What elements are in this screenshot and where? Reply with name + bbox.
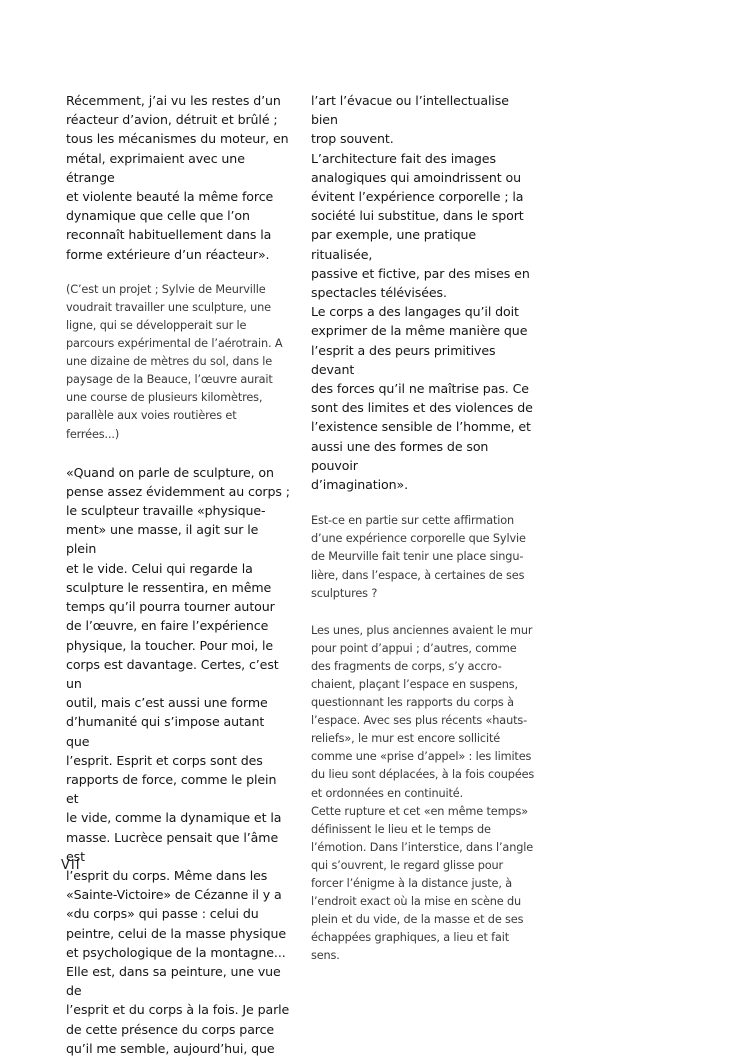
left-paragraph-3-quote: «Quand on parle de sculpture, on pense assez évidemment au corps ; le sculpteur travaille «physique- ment» une masse, il agit sur le plein et le vide. Celui qui regarde la sculpture le ressentira, en même temps qu’il pourra tourner autour de l’œuvre, en faire l’expérience physique, la toucher. Pour moi, le corps est davantage. Certes, c’est un outil, mais c’est aussi une forme d’humanité qui s’impose autant que l’esprit. Esprit et corps sont des rapports de force, comme le plein et le vide, comme la dynamique et la masse. Lucrèce pensait que l’âme est l’esprit du corps. Même dans les «Sainte-Victoire» de Cézanne il y a «du corps» qui passe : celui du peintre, celui de la masse physique et psychologique de la montagne... Elle est, dans sa peinture, une vue de l’esprit et du corps à la fois. Je parle de cette présence du corps parce qu’il me semble, aujourd’hui, que (66, 464, 290, 1056)
right-paragraph-2: Est-ce en partie sur cette affirmation d’une expérience corporelle que Sylvie de Meurville fait tenir une place singu- lière, dans l’espace, à certaines de ses sculptures ? (311, 514, 526, 600)
left-paragraph-2-parenthetical: (C’est un projet ; Sylvie de Meurville voudrait travailler une sculpture, une ligne, qui se développerait sur le parcours expérimental de l’aérotrain. A une dizaine de mètres du sol, dans le paysage de la Beauce, l’œuvre aurait une course de plusieurs kilomètres, parallèle aux voies routières et ferrées...) (66, 282, 283, 441)
page-number: VII (61, 858, 81, 873)
left-paragraph-1: Récemment, j’ai vu les restes d’un réacteur d’avion, détruit et brûlé ; tous les mécanismes du moteur, en métal, exprimaient avec une étrange et violente beauté la même force dynamique que celle que l’on reconnaît habituellement dans la forme extérieure d’un réacteur». (66, 93, 289, 262)
right-paragraph-3: Les unes, plus anciennes avaient le mur pour point d’appui ; d’autres, comme des fragments de corps, s’y accro- chaient, plaçant l’espace en suspens, questionnant les rapports du corps à l’espace. Avec ses plus récents «hauts- reliefs», le mur est encore sollicité comme une «prise d’appel» : les limites du lieu sont déplacées, à la fois coupées et ordonnées en continuité. Cette rupture et cet «en même temps» définissent le lieu et le temps de l’émotion. Dans l’interstice, dans l’angle qui s’ouvrent, le regard glisse pour forcer l’énigme à la distance juste, à l’endroit exact où la mise en scène du plein et du vide, de la masse et de ses échappées graphiques, a lieu et fait sens. (311, 623, 535, 963)
right-paragraph-1-quote: l’art l’évacue ou l’intellectualise bien trop souvent. L’architecture fait des images analogiques qui amoindrissent ou évitent l’expérience corporelle ; la société lui substitue, dans le sport par exemple, une pratique ritualisée, passive et fictive, par des mises en spectacles télévisées. Le corps a des langages qu’il doit exprimer de la même manière que l’esprit a des peurs primitives devant des forces qu’il ne maîtrise pas. Ce sont des limites et des violences de l’existence sensible de l’homme, et aussi une des formes de son pouvoir d’imagination». (311, 93, 533, 493)
left-column (66, 91, 291, 1058)
right-column (311, 91, 536, 966)
